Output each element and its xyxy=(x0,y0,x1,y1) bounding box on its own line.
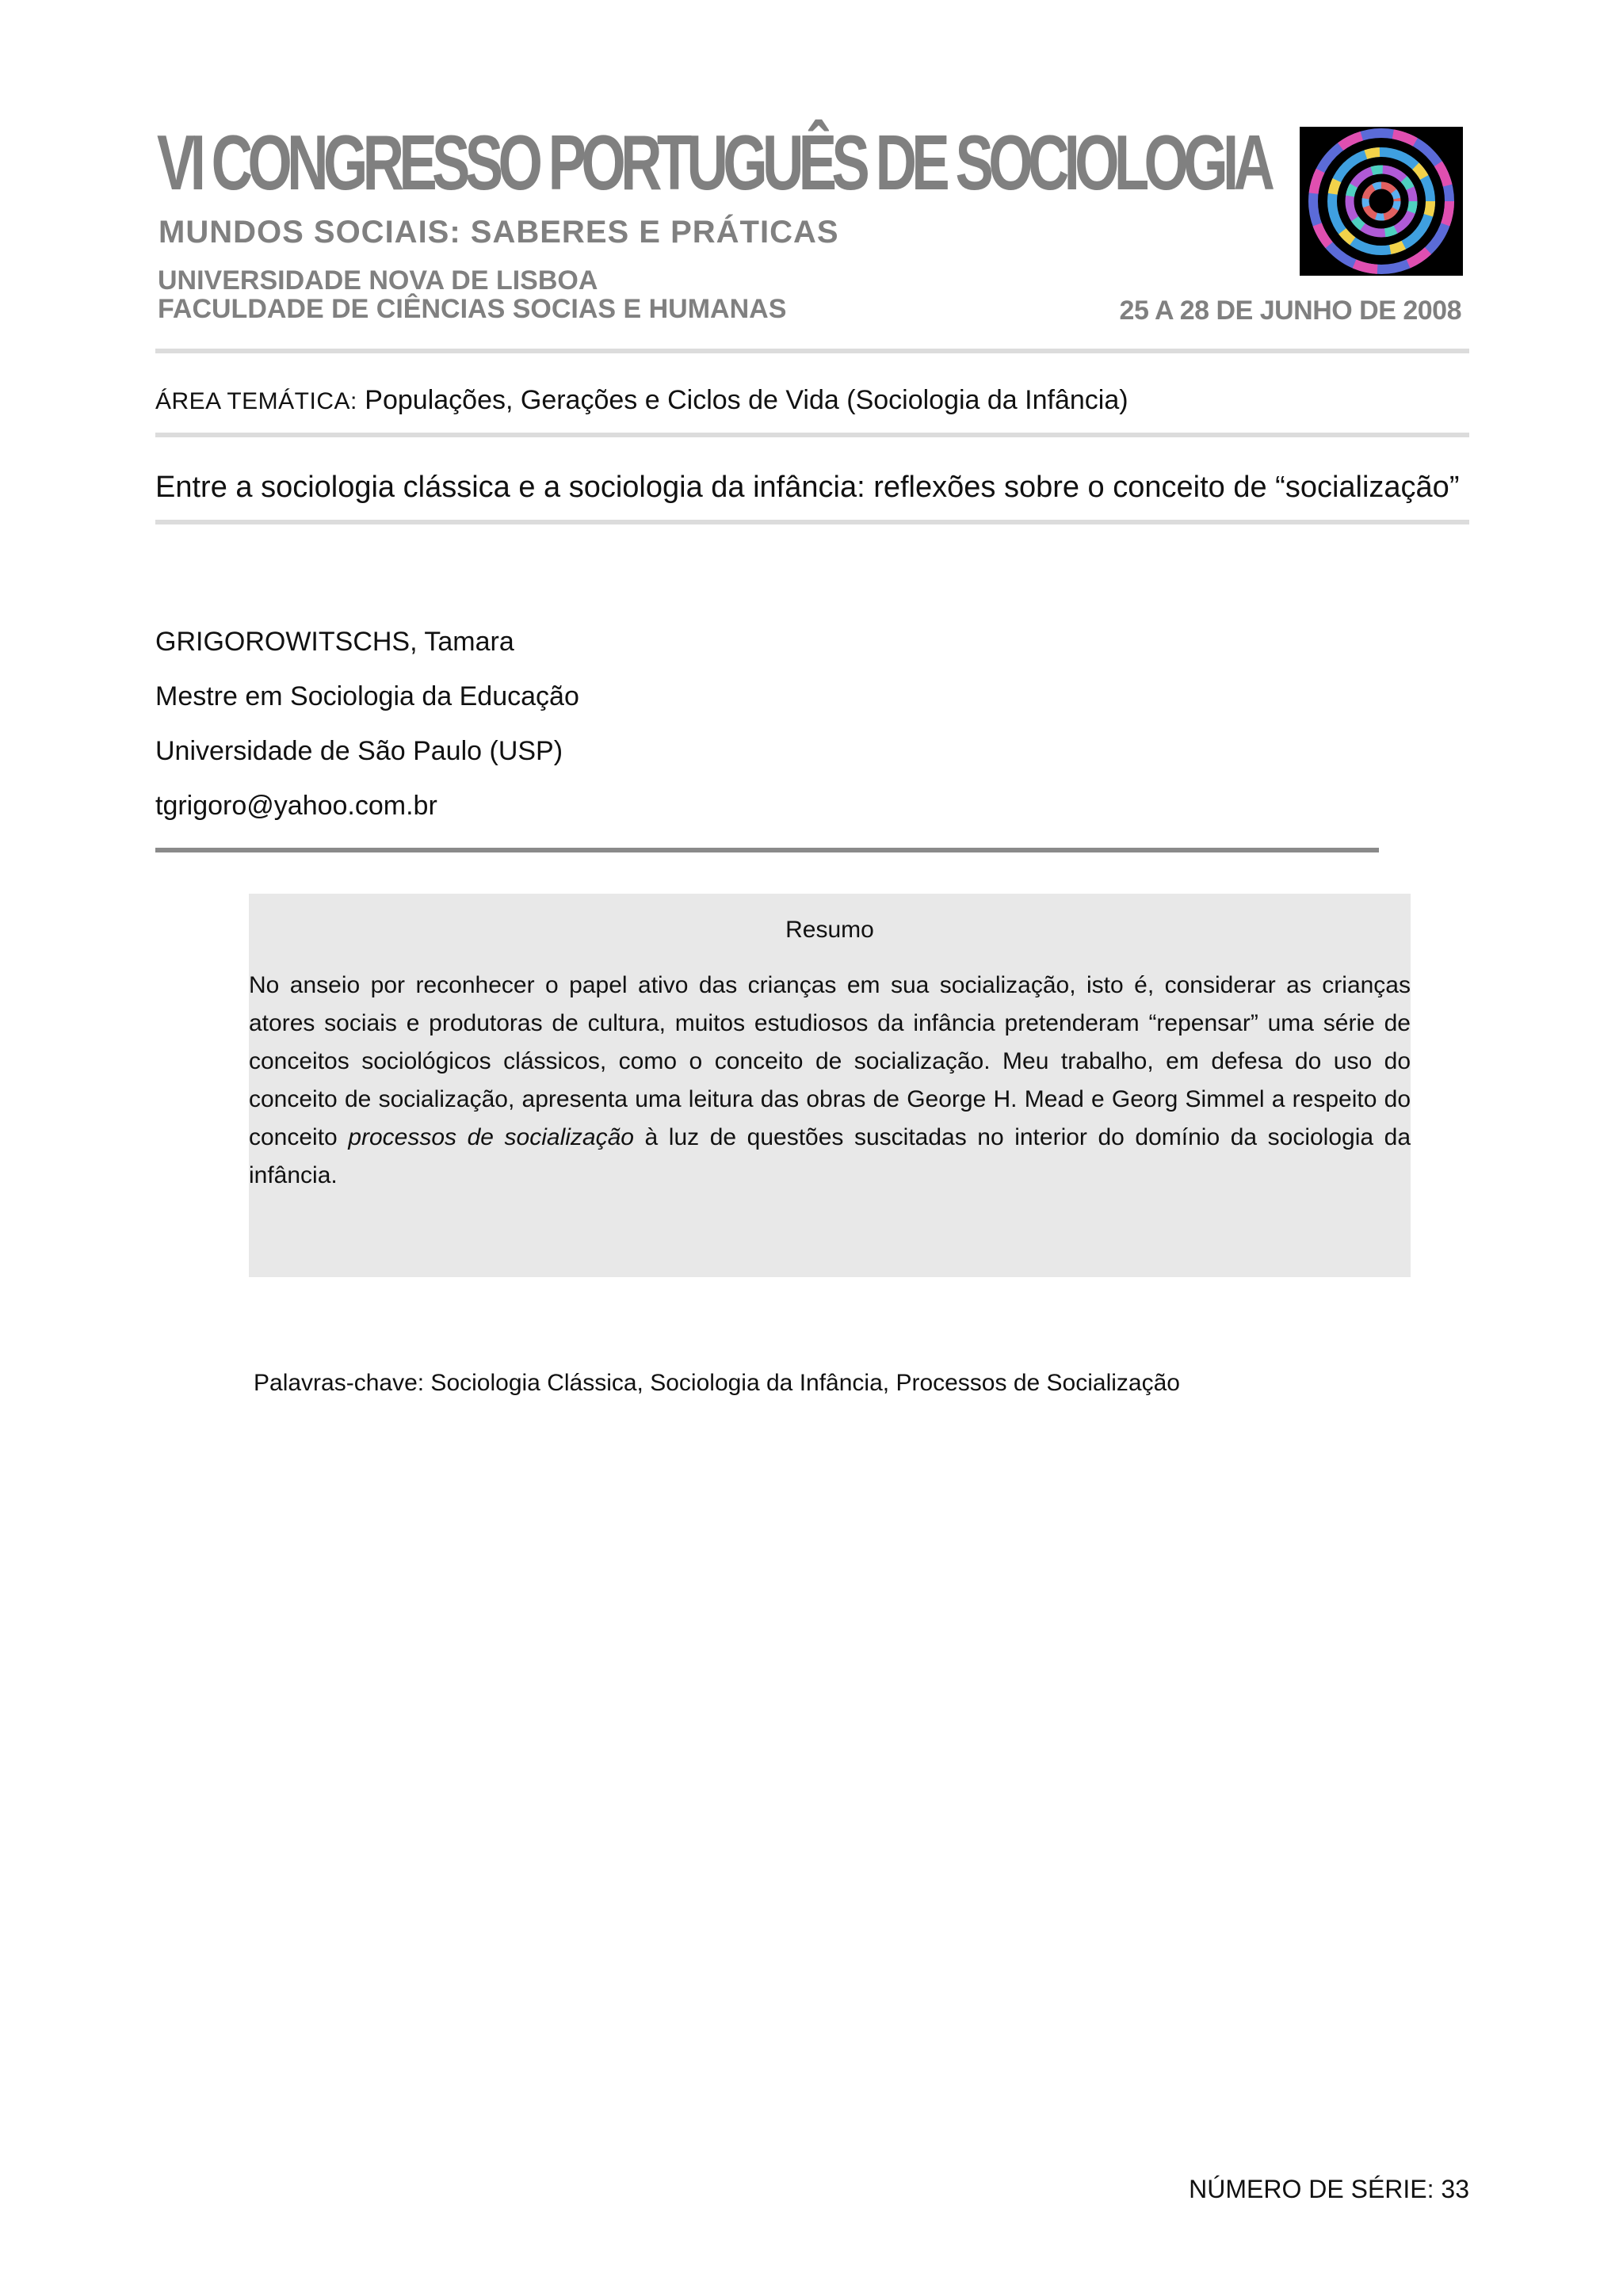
area-divider xyxy=(155,433,1469,437)
abstract-box xyxy=(249,894,1411,1277)
congress-subtitle: MUNDOS SOCIAIS: SABERES E PRÁTICAS xyxy=(158,215,839,250)
thematic-area-label: ÁREA TEMÁTICA: xyxy=(155,388,357,414)
title-divider xyxy=(155,520,1469,524)
abstract-text-emphasis: processos de socialização xyxy=(348,1124,634,1150)
congress-title: VI CONGRESSO PORTUGUÊS DE SOCIOLOGIA xyxy=(157,119,1270,206)
thematic-area xyxy=(155,383,1128,418)
keywords: Palavras-chave: Sociologia Clássica, Sociologia da Infância, Processos de Socialização xyxy=(254,1370,1180,1396)
thematic-area-value: Populações, Gerações e Ciclos de Vida (Sociologia da Infância) xyxy=(365,385,1128,415)
author-degree: Mestre em Sociologia da Educação xyxy=(155,681,579,711)
author-institution: Universidade de São Paulo (USP) xyxy=(155,736,563,766)
congress-dates: 25 A 28 DE JUNHO DE 2008 xyxy=(1119,296,1461,326)
paper-title: Entre a sociologia clássica e a sociologia da infância: reflexões sobre o conceito de “socialização” xyxy=(155,471,1460,504)
header-divider xyxy=(155,349,1469,353)
abstract-text-part-1: No anseio por reconhecer o papel ativo das crianças em sua socialização, isto é, considerar as crianças atores sociais e produtoras de cultura, muitos estudiosos da infância pretenderam “repensar” uma série de conceitos sociológicos clássicos, como o conceito de socialização. Meu trabalho, em defesa do uso do conceito de socialização, apresenta uma leitura das obras de George H. Mead e Georg Simmel a respeito do conceito xyxy=(249,972,1411,1150)
author-block xyxy=(155,626,579,845)
university-name: UNIVERSIDADE NOVA DE LISBOA xyxy=(158,265,598,296)
author-divider xyxy=(155,848,1379,852)
serial-number: NÚMERO DE SÉRIE: 33 xyxy=(1189,2175,1469,2203)
abstract-text-part-2: à luz de questões suscitadas no interior do domínio da sociologia da infância. xyxy=(249,1124,1411,1188)
author-name: GRIGOROWITSCHS, Tamara xyxy=(155,627,514,657)
university-block xyxy=(158,266,786,323)
abstract-text xyxy=(249,967,1411,1195)
abstract-heading: Resumo xyxy=(785,917,874,943)
spiral-logo-icon xyxy=(1300,127,1463,276)
faculty-name: FACULDADE DE CIÊNCIAS SOCIAS E HUMANAS xyxy=(158,294,787,324)
author-email: tgrigoro@yahoo.com.br xyxy=(155,791,437,821)
